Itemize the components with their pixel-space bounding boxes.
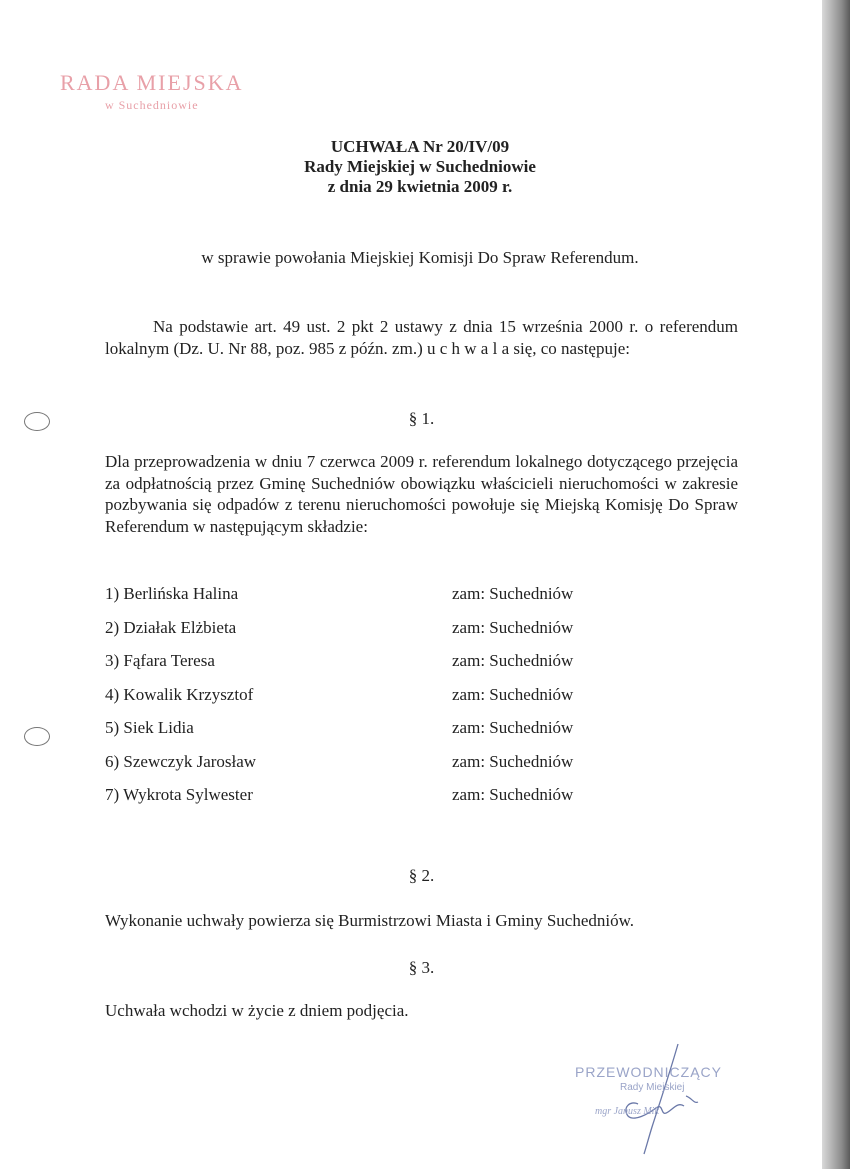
chairman-signature-stamp (560, 1042, 730, 1157)
member-address: zam: Suchedniów (452, 617, 574, 637)
preamble-paragraph: Na podstawie art. 49 ust. 2 pkt 2 ustawy z dnia 15 września 2000 r. o referendum lokalnym (Dz. U. Nr 88, poz. 985 z późn. zm.) u c h w a l a się, co następuje: (105, 317, 738, 358)
member-name: 7) Wykrota Sylwester (105, 785, 253, 804)
list-item (105, 651, 705, 685)
council-stamp (60, 70, 244, 113)
member-address: zam: Suchedniów (452, 785, 574, 804)
signature-subtitle: Rady Miejskiej (620, 1082, 685, 1093)
list-item (105, 752, 705, 786)
resolution-subject: w sprawie powołania Miejskiej Komisji Do Spraw Referendum. (201, 248, 639, 267)
signature-name: mgr Janusz Mik (595, 1106, 659, 1117)
stamp-subtitle: w Suchedniowie (104, 98, 199, 112)
member-name: 3) Fąfara Teresa (105, 651, 215, 670)
document-header (170, 137, 670, 197)
list-item (105, 685, 705, 719)
council-name: Rady Miejskiej w Suchedniowie (304, 157, 536, 176)
list-item (105, 718, 705, 752)
member-name: 6) Szewczyk Jarosław (105, 751, 257, 771)
member-address: zam: Suchedniów (452, 684, 574, 704)
member-name: 2) Działak Elżbieta (105, 617, 237, 637)
section-1-title: § 1. (408, 409, 435, 428)
member-address: zam: Suchedniów (452, 651, 574, 670)
member-name: 5) Siek Lidia (105, 718, 194, 737)
list-item (105, 584, 705, 618)
resolution-number: UCHWAŁA Nr 20/IV/09 (330, 137, 510, 156)
handwritten-signature (560, 1042, 730, 1157)
resolution-date: z dnia 29 kwietnia 2009 r. (327, 177, 513, 196)
list-item (105, 785, 705, 819)
member-name: 1) Berlińska Halina (105, 584, 239, 603)
member-address: zam: Suchedniów (452, 751, 574, 771)
section-2-title: § 2. (408, 866, 435, 885)
list-item (105, 618, 705, 652)
section-1-text: Dla przeprowadzenia w dniu 7 czerwca 2009 r. referendum lokalnego dotyczącego przejęcia za odpłatnością przez Gminę Suchedniów obowiązku właścicieli nieruchomości w zakresie pozbywania się odpadów z terenu nieruchomości powołuje się Miejską Komisję Do Spraw Referendum w następującym składzie: (105, 452, 738, 536)
section-3-title: § 3. (408, 958, 435, 977)
punch-hole-top (24, 412, 50, 431)
signature-title: PRZEWODNICZĄCY (575, 1064, 722, 1080)
scan-edge-shadow (822, 0, 850, 1169)
punch-hole-bottom (24, 727, 50, 746)
member-name: 4) Kowalik Krzysztof (105, 684, 254, 704)
member-address: zam: Suchedniów (452, 718, 574, 737)
section-2-text: Wykonanie uchwały powierza się Burmistrzowi Miasta i Gminy Suchedniów. (105, 911, 635, 930)
stamp-title: RADA MIEJSKA (60, 70, 244, 95)
section-3-text: Uchwała wchodzi w życie z dniem podjęcia. (105, 1001, 409, 1020)
member-address: zam: Suchedniów (452, 584, 574, 603)
commission-members-list (105, 584, 705, 819)
